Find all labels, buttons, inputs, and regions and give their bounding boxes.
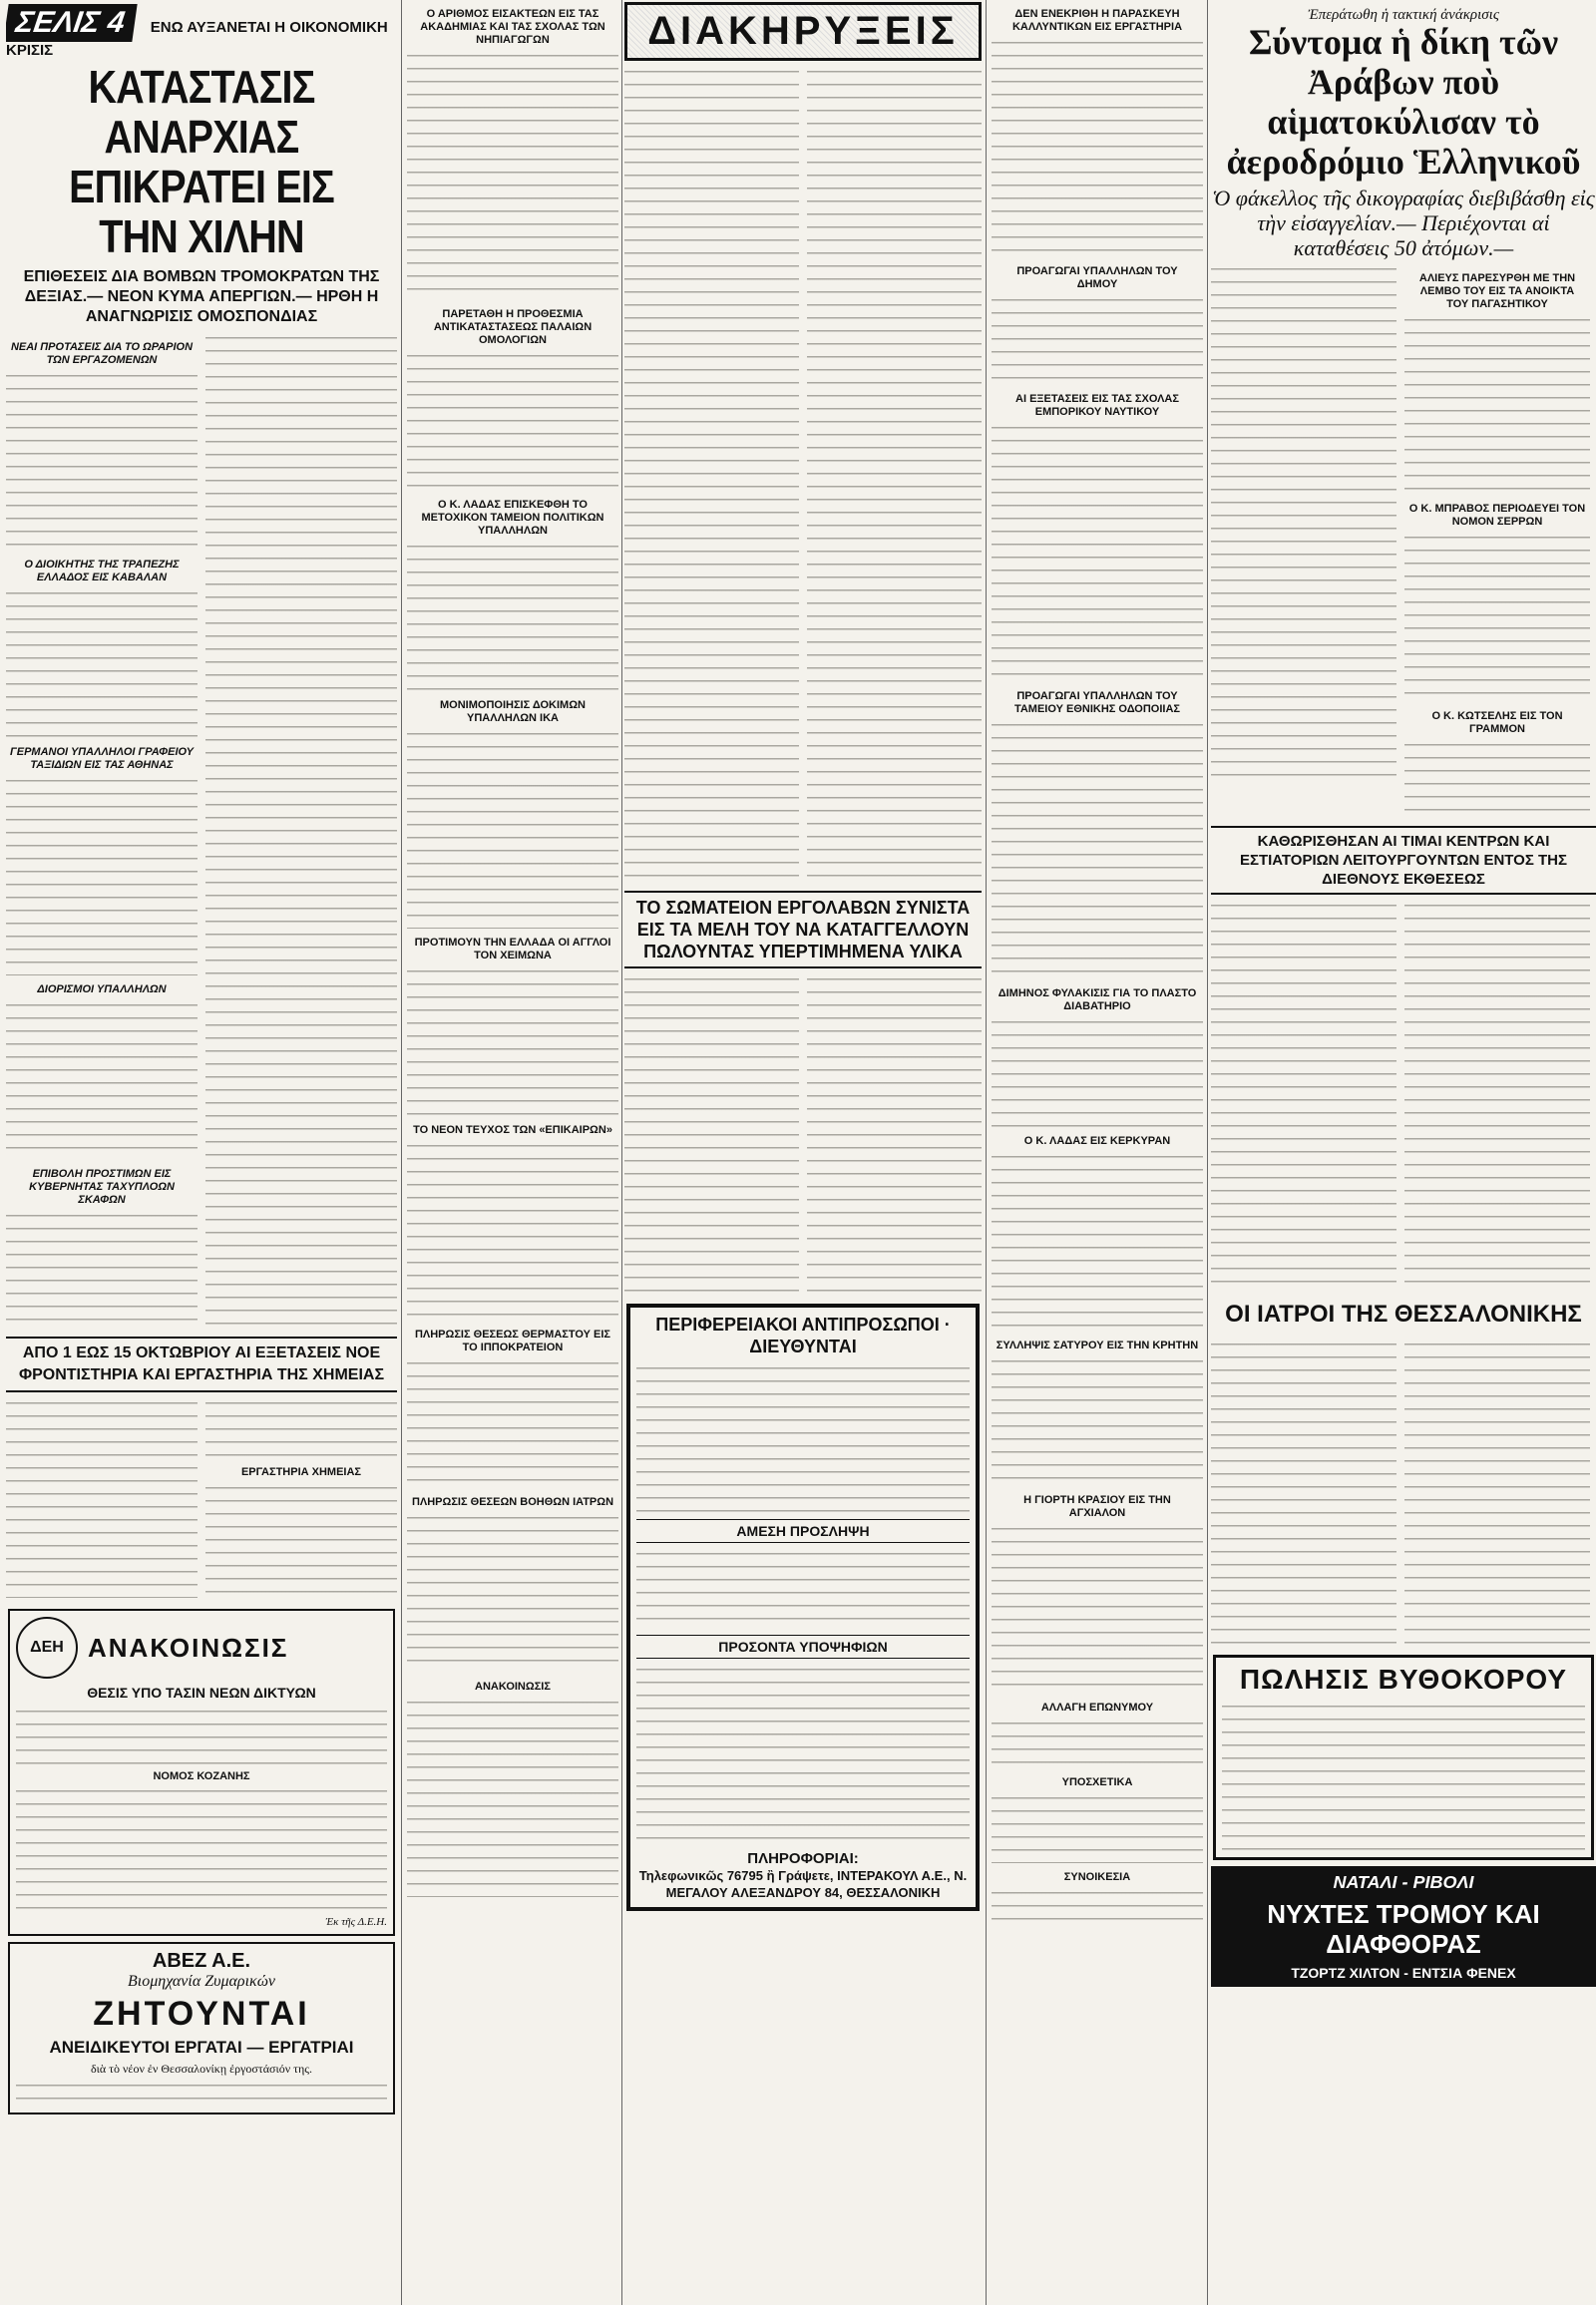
- article-headline: ΤΟ ΝΕΟΝ ΤΕΥΧΟΣ ΤΩΝ «ΕΠΙΚΑΙΡΩΝ»: [413, 1124, 612, 1136]
- regional-ad-hire: ΑΜΕΣΗ ΠΡΟΣΛΗΨΗ: [636, 1519, 970, 1543]
- kicker: Ἐπεράτωθη ἡ τακτική ἀνάκρισις: [1308, 7, 1499, 23]
- article-body: [992, 1719, 1203, 1768]
- notice-headline: ΠΛΗΡΩΣΙΣ ΘΕΣΕΩΣ ΘΕΡΜΑΣΤΟΥ ΕΙΣ ΤΟ ΙΠΠΟΚΡΑΤΕΙΟΝ: [414, 1329, 611, 1353]
- regional-ad-title: ΠΕΡΙΦΕΡΕΙΑΚΟΙ ΑΝΤΙΠΡΟΣΩΠΟΙ · ΔΙΕΥΘΥΝΤΑΙ: [655, 1315, 951, 1356]
- article-headline: ΕΠΙΒΟΛΗ ΠΡΟΣΤΙΜΩΝ ΕΙΣ ΚΥΒΕΡΝΗΤΑΣ ΤΑΧΥΠΛΟΩΝ ΣΚΑΦΩΝ: [29, 1168, 175, 1206]
- article-headline: ΠΡΟΤΙΜΟΥΝ ΤΗΝ ΕΛΛΑΔΑ ΟΙ ΑΓΓΛΟΙ ΤΟΝ ΧΕΙΜΩΝΑ: [414, 937, 611, 961]
- lede: Ὁ φάκελλος τῆς δικογραφίας διεβιβάσθη εἰς τὴν εἰσαγγελίαν.— Περιέχονται αἱ καταθέσεις 50 ἀτόμων.—: [1212, 186, 1595, 260]
- announcement-body: [807, 67, 982, 885]
- directory-body: [1404, 1340, 1590, 1649]
- column-rule: [401, 0, 402, 2305]
- article-body: [407, 351, 618, 491]
- regional-ad-profile: ΠΡΟΣΟΝΤΑ ΥΠΟΨΗΦΙΩΝ: [636, 1635, 970, 1659]
- notice-headline: ΣΥΝΟΙΚΕΣΙΑ: [1063, 1871, 1131, 1883]
- dei-signature: Ἐκ τῆς Δ.Ε.Η.: [325, 1916, 387, 1928]
- article-body: [6, 1398, 198, 1598]
- article-body: [992, 1524, 1203, 1694]
- abez-company: ΑΒΕΖ Α.Ε.: [152, 1950, 251, 1972]
- article-body: [992, 720, 1203, 979]
- column-rule: [1207, 0, 1208, 2305]
- article-body: [205, 1398, 397, 1458]
- wide-headline: ΚΑΘΩΡΙΣΘΗΣΑΝ ΑΙ ΤΙΜΑΙ ΚΕΝΤΡΩΝ ΚΑΙ ΕΣΤΙΑΤΟΡΙΩΝ ΛΕΙΤΟΥΡΓΟΥΝΤΩΝ ΕΝΤΟΣ ΤΗΣ ΔΙΕΘΝΟΥΣ ΕΚΘΕΣΕΩΣ: [1211, 826, 1596, 895]
- abez-wanted: ΖΗΤΟΥΝΤΑΙ: [93, 1995, 310, 2033]
- regional-advertisement: [626, 1304, 980, 1911]
- column-3: [624, 0, 982, 2305]
- article-headline: ΔΙΜΗΝΟΣ ΦΥΛΑΚΙΣΙΣ ΓΙΑ ΤΟ ΠΛΑΣΤΟ ΔΙΑΒΑΤΗΡΙΟ: [998, 987, 1197, 1012]
- article-body: [205, 1483, 397, 1603]
- article-body: [1211, 901, 1396, 1290]
- ad-body: [636, 1549, 970, 1629]
- article-body: [992, 1356, 1203, 1486]
- headline: Σύντομα ἡ δίκη τῶν Ἀράβων ποὺ αἱματοκύλισαν τὸ ἀεροδρόμιο Ἑλληνικοῦ: [1226, 22, 1581, 182]
- directory-body: [1211, 1340, 1396, 1649]
- announcements-banner: ΔΙΑΚΗΡΥΞΕΙΣ: [624, 2, 982, 61]
- abez-note: διὰ τὸ νέον ἐν Θεσσαλονίκῃ ἐργοστάσιόν της.: [91, 2062, 312, 2076]
- main-subheadline: ΕΠΙΘΕΣΕΙΣ ΔΙΑ ΒΟΜΒΩΝ ΤΡΟΜΟΚΡΑΤΩΝ ΤΗΣ ΔΕΞΙΑΣ.— ΝΕΟΝ ΚΥΜΑ ΑΠΕΡΓΙΩΝ.— ΗΡΘΗ Η ΑΝΑΓΝΩΡΙΣΙΣ ΟΜΟΣΠΟΝΔΙΑΣ: [23, 268, 380, 325]
- article-headline: ΑΛΙΕΥΣ ΠΑΡΕΣΥΡΘΗ ΜΕ ΤΗΝ ΛΕΜΒΟ ΤΟΥ ΕΙΣ ΤΑ ΑΝΟΙΚΤΑ ΤΟΥ ΠΑΓΑΣΗΤΙΚΟΥ: [1418, 272, 1576, 310]
- article-headline: ΕΡΓΑΣΤΗΡΙΑ ΧΗΜΕΙΑΣ: [240, 1466, 362, 1478]
- article-body: [407, 729, 618, 929]
- article-body: [992, 295, 1203, 385]
- article-body: [6, 1211, 198, 1321]
- article-body: [992, 1888, 1203, 1928]
- article-headline: ΜΟΝΙΜΟΠΟΙΗΣΙΣ ΔΟΚΙΜΩΝ ΥΠΑΛΛΗΛΩΝ ΙΚΑ: [440, 699, 586, 724]
- article-body: [407, 1358, 618, 1488]
- column-4: [992, 0, 1203, 2305]
- movie-title: ΝΥΧΤΕΣ ΤΡΟΜΟΥ ΚΑΙ ΔΙΑΦΘΟΡΑΣ: [1267, 1899, 1540, 1959]
- article-headline: Ο ΑΡΙΘΜΟΣ ΕΙΣΑΚΤΕΩΝ ΕΙΣ ΤΑΣ ΑΚΑΔΗΜΙΑΣ ΚΑΙ ΤΑΣ ΣΧΟΛΑΣ ΤΩΝ ΝΗΠΙΑΓΩΓΩΝ: [420, 8, 605, 46]
- article-body: [6, 776, 198, 975]
- article-body: [1404, 740, 1590, 820]
- main-headline: ΚΑΤΑΣΤΑΣΙΣ ΑΝΑΡΧΙΑΣ ΕΠΙΚΡΑΤΕΙ ΕΙΣ ΤΗΝ ΧΙΛΗΝ: [69, 61, 334, 262]
- article-body: [1404, 901, 1590, 1290]
- notice-headline: ΑΝΑΚΟΙΝΩΣΙΣ: [475, 1681, 551, 1693]
- dei-logo: ΔΕΗ: [16, 1617, 78, 1679]
- article-body: [6, 1000, 198, 1160]
- article-body: [992, 423, 1203, 682]
- kicker: ΕΝΩ ΑΥΞΑΝΕΤΑΙ Η ΟΙΚΟΝΟΜΙΚΗ ΚΡΙΣΙΣ: [6, 19, 388, 59]
- ad-body: [16, 1707, 387, 1766]
- article-body: [807, 974, 982, 1294]
- article-headline: Η ΓΙΟΡΤΗ ΚΡΑΣΙΟΥ ΕΙΣ ΤΗΝ ΑΓΧΙΑΛΟΝ: [1023, 1494, 1171, 1519]
- article-body: [992, 38, 1203, 257]
- article-body: [407, 966, 618, 1116]
- ad-body: [16, 1786, 387, 1916]
- notice-headline: ΠΛΗΡΩΣΙΣ ΘΕΣΕΩΝ ΒΟΗΘΩΝ ΙΑΤΡΩΝ: [411, 1496, 614, 1508]
- article-headline: ΠΡΟΑΓΩΓΑΙ ΥΠΑΛΛΗΛΩΝ ΤΟΥ ΔΗΜΟΥ: [1016, 265, 1178, 290]
- sale-title: ΠΩΛΗΣΙΣ ΒΥΘΟΚΟΡΟΥ: [1239, 1664, 1568, 1695]
- dei-region: ΝΟΜΟΣ ΚΟΖΑΝΗΣ: [153, 1770, 250, 1782]
- article-headline: Ο Κ. ΜΠΡΑΒΟΣ ΠΕΡΙΟΔΕΥΕΙ ΤΟΝ ΝΟΜΟΝ ΣΕΡΡΩΝ: [1408, 503, 1586, 528]
- article-body: [992, 1017, 1203, 1127]
- doctors-headline: ΟΙ ΙΑΤΡΟΙ ΤΗΣ ΘΕΣΣΑΛΟΝΙΚΗΣ: [1225, 1301, 1582, 1328]
- dei-ad-title: ΑΝΑΚΟΙΝΩΣΙΣ: [88, 1632, 289, 1663]
- ad-body: [1222, 1702, 1585, 1851]
- article-body: [407, 1141, 618, 1321]
- article-headline: Ο Κ. ΚΩΤΣΕΛΗΣ ΕΙΣ ΤΟΝ ΓΡΑΜΜΟΝ: [1431, 710, 1563, 735]
- column-rule: [986, 0, 987, 2305]
- abez-tagline: Βιομηχανία Ζυμαρικών: [128, 1973, 275, 1990]
- article-body: [1211, 264, 1396, 783]
- dei-advertisement: [8, 1609, 395, 1936]
- movie-cast: ΤΖΟΡΤΖ ΧΙΛΤΟΝ - ΕΝΤΣΙΑ ΦΕΝΕΧ: [1291, 1965, 1516, 1981]
- abez-advertisement: [8, 1942, 395, 2114]
- notice-headline: ΥΠΟΣΧΕΤΙΚΑ: [1061, 1776, 1133, 1788]
- article-body: [407, 542, 618, 691]
- column-1: [6, 0, 397, 2305]
- article-headline: ΠΑΡΕΤΑΘΗ Η ΠΡΟΘΕΣΜΙΑ ΑΝΤΙΚΑΤΑΣΤΑΣΕΩΣ ΠΑΛΑΙΩΝ ΟΜΟΛΟΓΙΩΝ: [433, 308, 593, 346]
- ad-body: [636, 1665, 970, 1844]
- article-body: [407, 1513, 618, 1673]
- article-body: [205, 333, 397, 1331]
- regional-ad-contact-label: ΠΛΗΡΟΦΟΡΙΑΙ:: [747, 1850, 859, 1867]
- article-headline: ΔΙΟΡΙΣΜΟΙ ΥΠΑΛΛΗΛΩΝ: [37, 983, 167, 995]
- column-5: [1211, 0, 1596, 2305]
- article-headline: Ο ΔΙΟΙΚΗΤΗΣ ΤΗΣ ΤΡΑΠΕΖΗΣ ΕΛΛΑΔΟΣ ΕΙΣ ΚΑΒΑΛΑΝ: [24, 559, 180, 583]
- article-body: [407, 1698, 618, 1897]
- dei-ad-subtitle: ΘΕΣΙΣ ΥΠΟ ΤΑΣΙΝ ΝΕΩΝ ΔΙΚΤΥΩΝ: [87, 1685, 316, 1701]
- article-headline: ΓΕΡΜΑΝΟΙ ΥΠΑΛΛΗΛΟΙ ΓΡΑΦΕΙΟΥ ΤΑΞΙΔΙΩΝ ΕΙΣ ΤΑΣ ΑΘΗΝΑΣ: [10, 746, 194, 771]
- article-headline: ΣΥΛΛΗΨΙΣ ΣΑΤΥΡΟΥ ΕΙΣ ΤΗΝ ΚΡΗΤΗΝ: [996, 1340, 1199, 1351]
- article-headline: Ο Κ. ΛΑΔΑΣ ΕΙΣ ΚΕΡΚΥΡΑΝ: [1023, 1135, 1171, 1147]
- article-headline: Ο Κ. ΛΑΔΑΣ ΕΠΙΣΚΕΦΘΗ ΤΟ ΜΕΤΟΧΙΚΟΝ ΤΑΜΕΙΟΝ ΠΟΛΙΤΙΚΩΝ ΥΠΑΛΛΗΛΩΝ: [421, 499, 604, 537]
- article-body: [992, 1793, 1203, 1863]
- regional-ad-contact: Τηλεφωνικῶς 76795 ἢ Γράψετε, ΙΝΤΕΡΑΚΟΥΛ Α.Ε., Ν. ΜΕΓΑΛΟΥ ΑΛΕΞΑΝΔΡΟΥ 84, ΘΕΣΣΑΛΟΝΙΚΗ: [638, 1868, 968, 1900]
- article-body: [992, 1152, 1203, 1332]
- article-body: [6, 371, 198, 551]
- section-label: ΣΕΛΙΣ 4: [6, 4, 137, 42]
- article-headline: ΑΙ ΕΞΕΤΑΣΕΙΣ ΕΙΣ ΤΑΣ ΣΧΟΛΑΣ ΕΜΠΟΡΙΚΟΥ ΝΑΥΤΙΚΟΥ: [1015, 393, 1179, 418]
- movie-advertisement: [1211, 1866, 1596, 1987]
- article-body: [1404, 315, 1590, 495]
- announcement-body: [624, 67, 799, 885]
- article-headline: ΠΡΟΑΓΩΓΑΙ ΥΠΑΛΛΗΛΩΝ ΤΟΥ ΤΑΜΕΙΟΥ ΕΘΝΙΚΗΣ ΟΔΟΠΟΙΙΑΣ: [1013, 690, 1181, 715]
- sale-advertisement: [1213, 1655, 1594, 1860]
- ad-body: [636, 1363, 970, 1513]
- notice-headline: ΑΛΛΑΓΗ ΕΠΩΝΥΜΟΥ: [1040, 1702, 1154, 1714]
- column-rule: [621, 0, 622, 2305]
- article-body: [407, 51, 618, 300]
- article-headline: ΔΕΝ ΕΝΕΚΡΙΘΗ Η ΠΑΡΑΣΚΕΥΗ ΚΑΛΛΥΝΤΙΚΩΝ ΕΙΣ ΕΡΓΑΣΤΗΡΙΑ: [1011, 8, 1183, 33]
- article-headline: ΝΕΑΙ ΠΡΟΤΑΣΕΙΣ ΔΙΑ ΤΟ ΩΡΑΡΙΟΝ ΤΩΝ ΕΡΓΑΖΟΜΕΝΩΝ: [10, 341, 194, 366]
- wide-headline: ΤΟ ΣΩΜΑΤΕΙΟΝ ΕΡΓΟΛΑΒΩΝ ΣΥΝΙΣΤΑ ΕΙΣ ΤΑ ΜΕΛΗ ΤΟΥ ΝΑ ΚΑΤΑΓΓΕΛΛΟΥΝ ΠΩΛΟΥΝΤΑΣ ΥΠΕΡΤΙΜΗΜΕΝΑ ΥΛΙΚΑ: [624, 891, 982, 968]
- ad-body: [16, 2081, 387, 2107]
- movie-star: ΝΑΤΑΛΙ - ΡΙΒΟΛΙ: [1333, 1872, 1474, 1892]
- article-body: [1404, 533, 1590, 702]
- exams-headline: ΑΠΟ 1 ΕΩΣ 15 ΟΚΤΩΒΡΙΟΥ ΑΙ ΕΞΕΤΑΣΕΙΣ ΝΟΕ ΦΡΟΝΤΙΣΤΗΡΙΑ ΚΑΙ ΕΡΓΑΣΤΗΡΙΑ ΤΗΣ ΧΗΜΕΙΑΣ: [6, 1337, 397, 1392]
- article-body: [624, 974, 799, 1294]
- article-body: [6, 588, 198, 738]
- column-2: [407, 0, 618, 2305]
- abez-jobs: ΑΝΕΙΔΙΚΕΥΤΟΙ ΕΡΓΑΤΑΙ — ΕΡΓΑΤΡΙΑΙ: [49, 2038, 354, 2057]
